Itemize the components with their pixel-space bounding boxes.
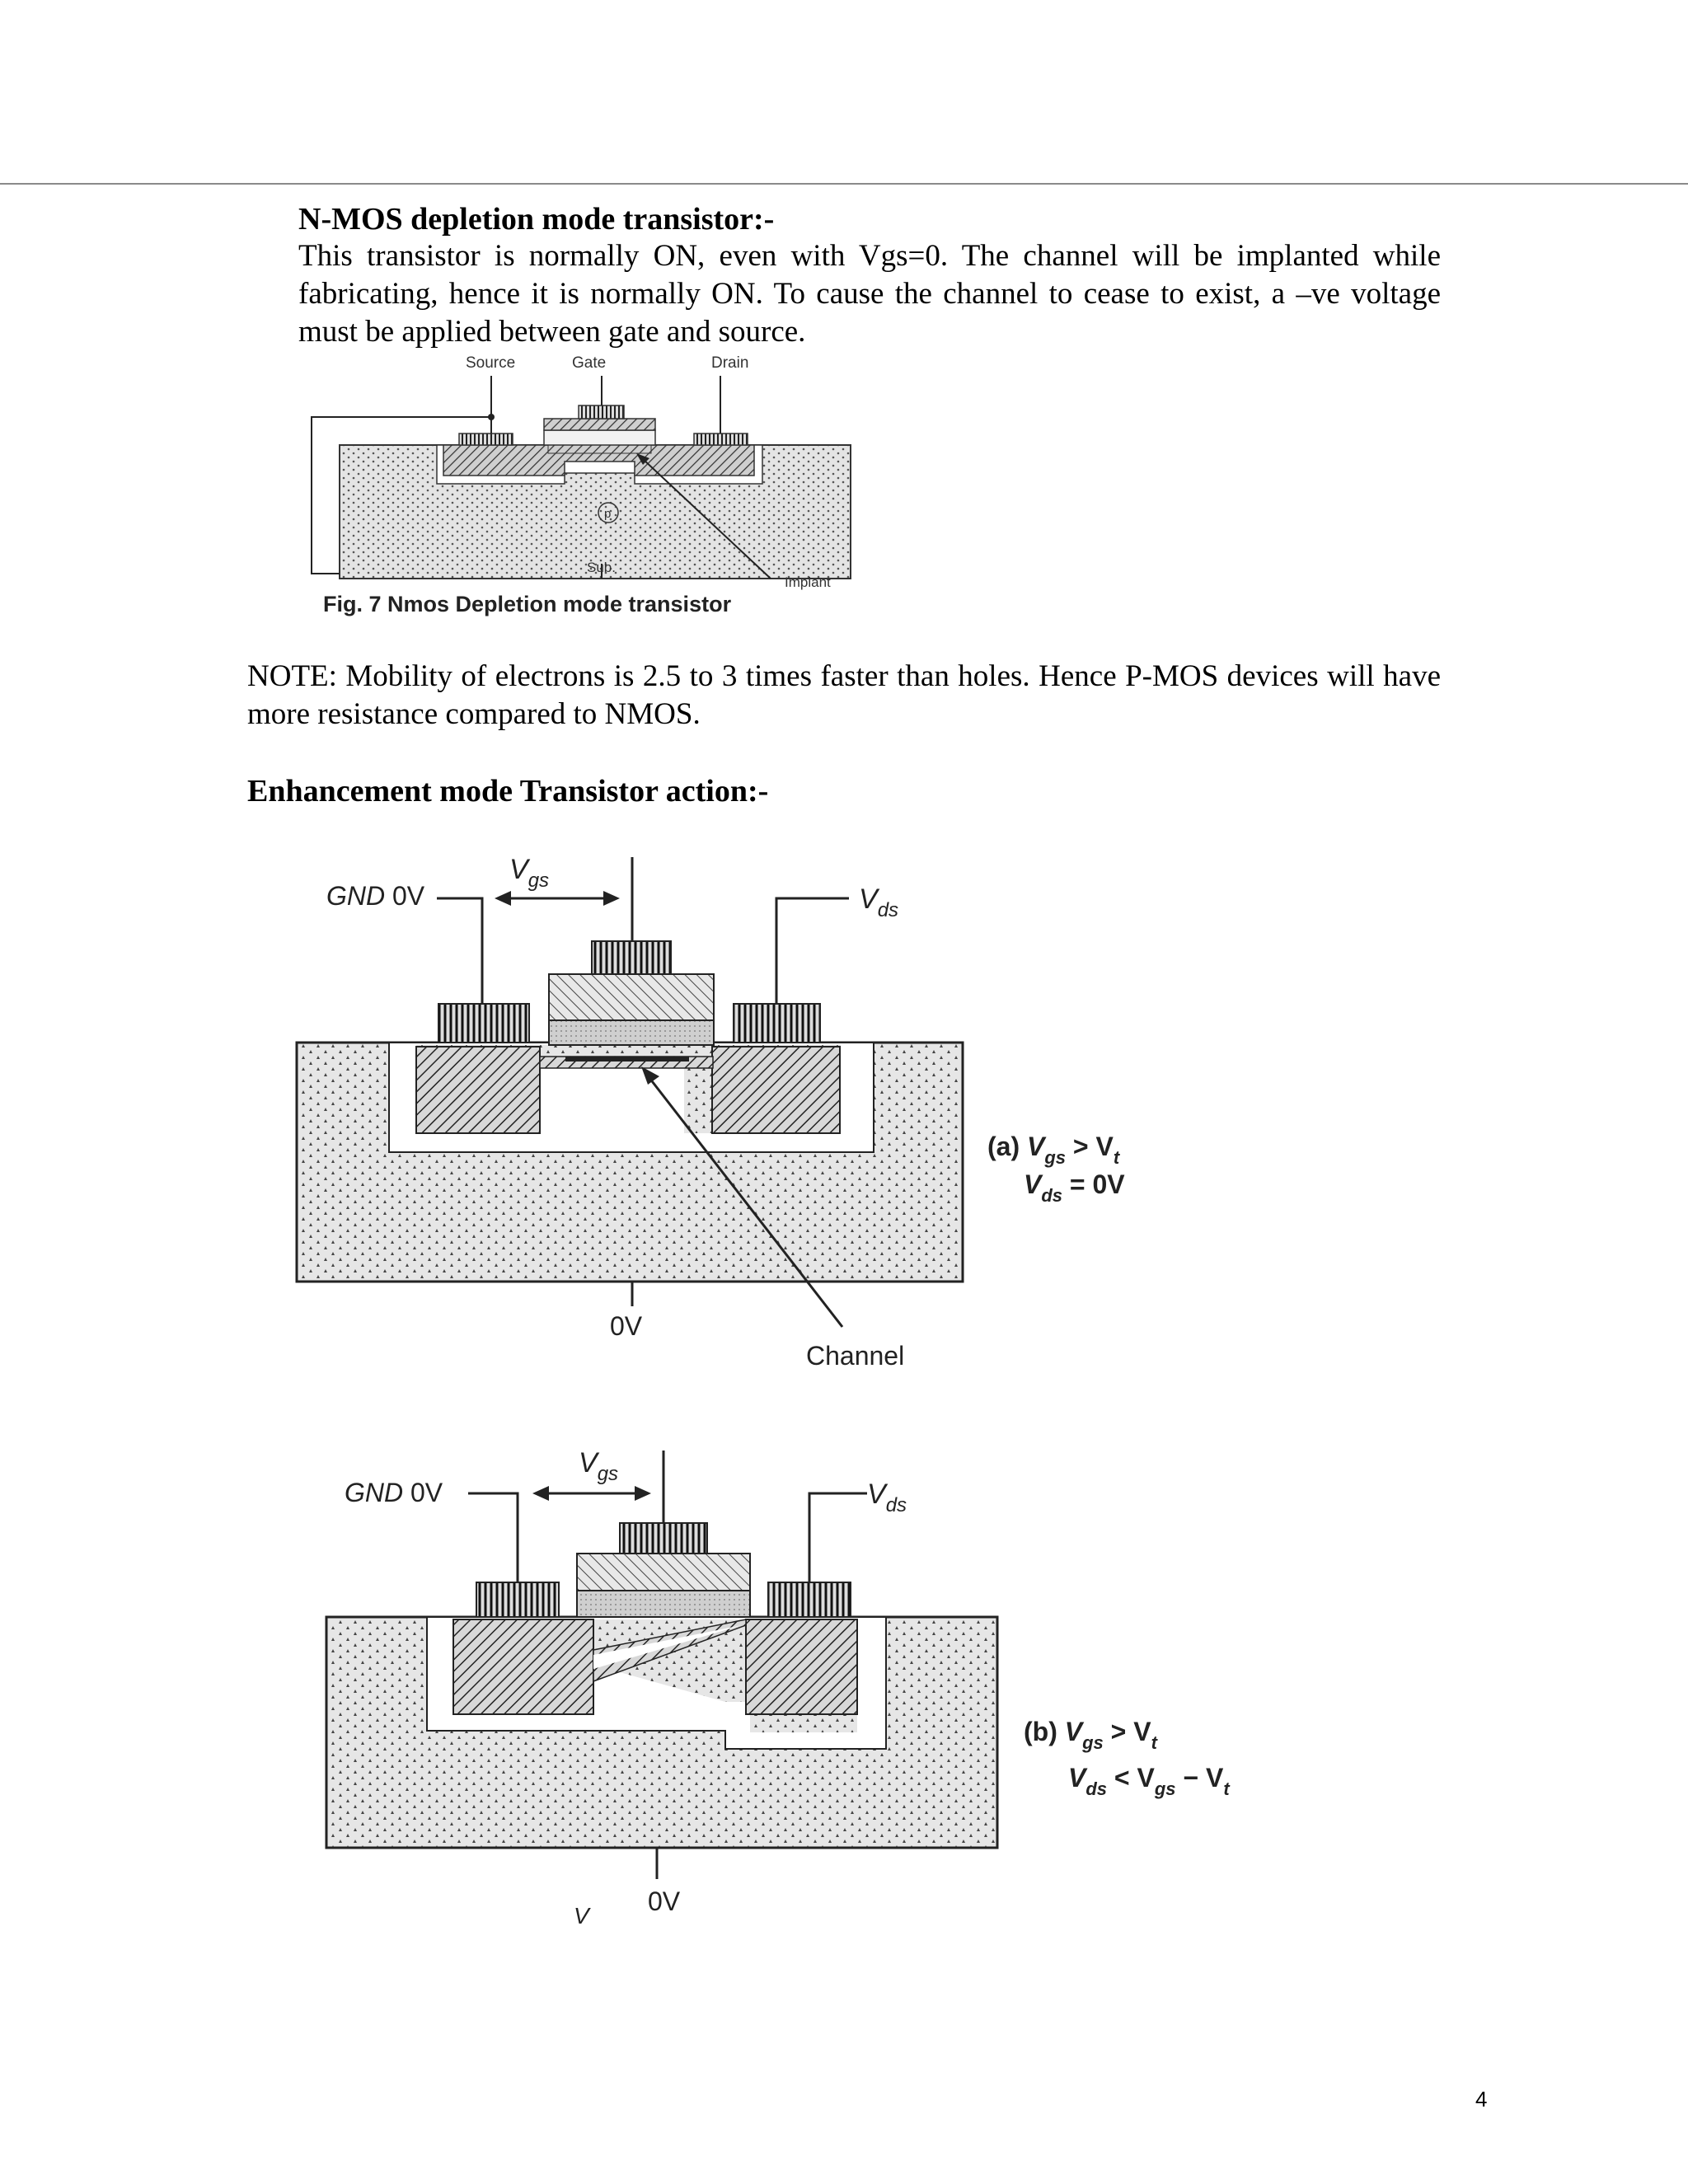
label-bottom-0v: 0V <box>610 1311 643 1341</box>
svg-text:Vds < Vgs − Vt: $V_{ds} < V_{gs} - V_t$ <box>1068 1763 1230 1799</box>
label-vgs: V <box>579 1447 598 1479</box>
drain-metal <box>768 1582 851 1617</box>
gate-metal <box>592 941 671 974</box>
heading-enhancement: Enhancement mode Transistor action:- <box>247 774 769 808</box>
n-plus-source <box>416 1047 540 1133</box>
note-paragraph: NOTE: Mobility of electrons is 2.5 to 3 times faster than holes. Hence P-MOS devices will have more resistance compared to NMOS. <box>247 659 1441 731</box>
cond-tag-a: (a) <box>987 1132 1020 1161</box>
source-metal <box>438 1004 529 1043</box>
cond-tag-b: (b) <box>1024 1717 1057 1746</box>
heading-nmos-depletion: N-MOS depletion mode transistor:- <box>298 202 775 237</box>
label-vgs: V <box>509 854 528 885</box>
n-plus-source <box>453 1619 593 1714</box>
label-gate: Gate <box>572 354 607 372</box>
label-source: Source <box>466 354 516 372</box>
drain-metal <box>694 434 748 445</box>
svg-text:Vds: $V_{ds}$ <box>859 883 899 921</box>
source-metal <box>476 1582 559 1617</box>
label-vds: V <box>867 1479 886 1510</box>
label-vds: V <box>859 883 878 915</box>
svg-text:GND 0V <box>326 881 425 911</box>
svg-text:Vgs: $V_{gs}$ <box>579 1447 619 1485</box>
n-plus-drain <box>746 1619 857 1714</box>
gate-poly <box>549 974 714 1020</box>
figure-enhancement-a <box>247 841 1195 1368</box>
source-metal <box>459 434 513 445</box>
label-bottom-0v: 0V <box>648 1886 681 1916</box>
gate-metal <box>579 405 624 419</box>
label-p: p <box>604 507 612 521</box>
label-0v: 0V <box>410 1478 443 1507</box>
paragraph-depletion: This transistor is normally ON, even with Vgs=0. The channel will be implanted while fabricating, hence it is normally ON. To cause the channel to cease to exist, a –ve voltage must be applied between gate and source. <box>298 239 1441 349</box>
gate-poly <box>544 419 655 430</box>
svg-text:Vgs: $V_{gs}$ <box>509 854 550 892</box>
label-0v: 0V <box>392 881 425 911</box>
label-gnd: GND <box>326 881 386 911</box>
svg-text:Vds = 0V: $V_{ds} = 0V$ <box>1024 1169 1125 1206</box>
n-plus-drain <box>712 1047 840 1133</box>
label-sub: Sub. <box>587 560 616 575</box>
header-rule <box>0 183 1688 185</box>
gate-metal <box>620 1523 707 1554</box>
label-gnd: GND <box>345 1478 404 1507</box>
svg-text:Vds: $V_{ds}$ <box>867 1479 907 1516</box>
label-stray-v: V <box>574 1903 589 1929</box>
drain-metal <box>734 1004 820 1043</box>
implant-channel <box>548 445 651 453</box>
svg-text:(a) Vgs > Vt: (a) $V_{gs} > V_t$ <box>987 1132 1120 1168</box>
figure-enhancement-b <box>247 1434 1278 1929</box>
svg-text:(b) Vgs > Vt: (b) $V_{gs} > V_t$ <box>1024 1717 1157 1753</box>
page-number: 4 <box>1475 2087 1488 2111</box>
label-drain: Drain <box>711 354 749 372</box>
label-implant: Implant <box>785 574 831 590</box>
figure-nmos-depletion <box>297 348 890 620</box>
fig7-caption: Fig. 7 Nmos Depletion mode transistor <box>323 592 732 616</box>
svg-text:GND 0V <box>345 1478 443 1507</box>
gate-poly <box>577 1554 750 1591</box>
label-channel: Channel <box>806 1341 905 1368</box>
